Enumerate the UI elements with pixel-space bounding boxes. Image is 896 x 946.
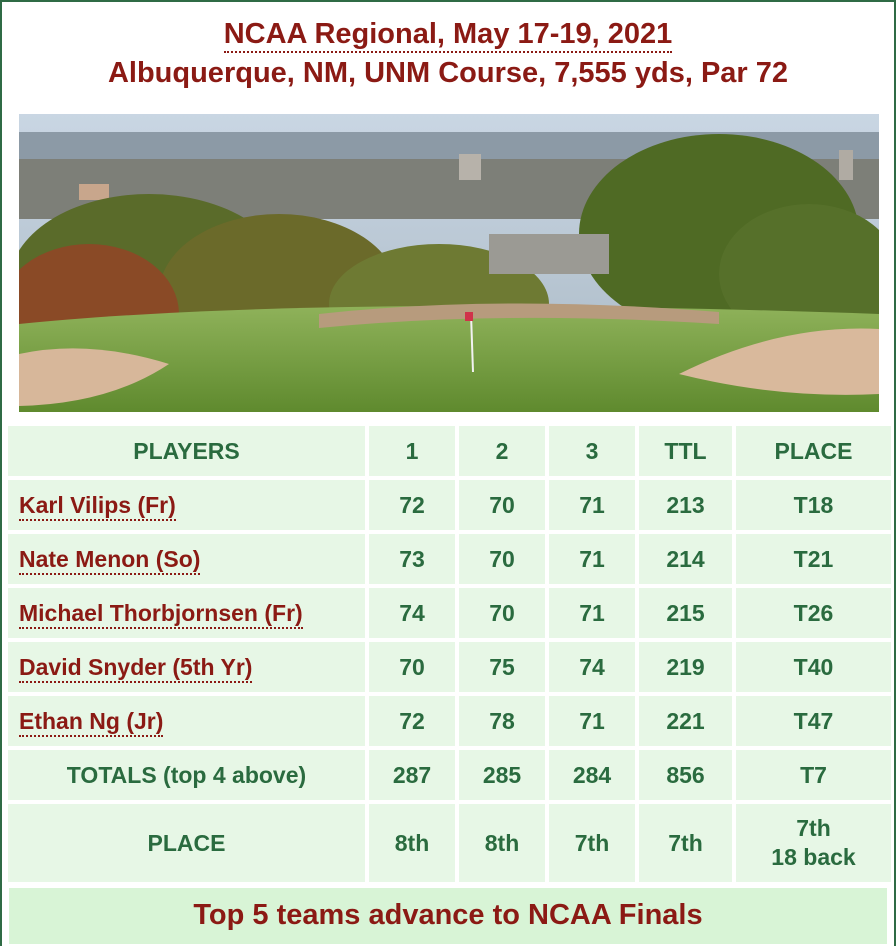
round-2-score: 78 (459, 696, 545, 746)
totals-total: 856 (639, 750, 732, 800)
table-header-row (8, 426, 891, 476)
advance-note: Top 5 teams advance to NCAA Finals (9, 888, 887, 944)
round-1-score: 74 (369, 588, 455, 638)
total-score: 221 (639, 696, 732, 746)
total-score: 219 (639, 642, 732, 692)
team-place-row (8, 804, 891, 882)
round-1-score: 72 (369, 696, 455, 746)
player-name-cell (8, 696, 365, 746)
totals-round-1: 287 (369, 750, 455, 800)
player-name-cell (8, 534, 365, 584)
team-place-total: 7th (639, 804, 732, 882)
total-score: 213 (639, 480, 732, 530)
player-link[interactable]: Nate Menon (So) (19, 546, 200, 575)
round-3-score: 74 (549, 642, 635, 692)
player-link[interactable]: Michael Thorbjornsen (Fr) (19, 600, 303, 629)
table-row (8, 534, 891, 584)
player-name-cell (8, 480, 365, 530)
page-title[interactable] (0, 16, 896, 52)
player-place: T26 (736, 588, 891, 638)
scores-table (4, 422, 895, 886)
page-subtitle: Albuquerque, NM, UNM Course, 7,555 yds, Par 72 (107, 57, 789, 89)
total-score: 214 (639, 534, 732, 584)
round-1-score: 70 (369, 642, 455, 692)
player-link[interactable]: David Snyder (5th Yr) (19, 654, 252, 683)
team-place-round-2: 8th (459, 804, 545, 882)
team-place-strokes-back: 18 back (771, 844, 856, 870)
round-2-score: 75 (459, 642, 545, 692)
team-place-final-rank: 7th (796, 815, 831, 841)
player-place: T18 (736, 480, 891, 530)
round-3-score: 71 (549, 480, 635, 530)
team-place-round-1: 8th (369, 804, 455, 882)
total-score: 215 (639, 588, 732, 638)
table-row (8, 480, 891, 530)
team-place-label: PLACE (8, 804, 365, 882)
player-name-cell (8, 642, 365, 692)
totals-row (8, 750, 891, 800)
course-photo (19, 114, 879, 412)
team-place-final (736, 804, 891, 882)
round-2-score: 70 (459, 480, 545, 530)
totals-label: TOTALS (top 4 above) (8, 750, 365, 800)
round-2-score: 70 (459, 534, 545, 584)
round-2-score: 70 (459, 588, 545, 638)
table-row (8, 696, 891, 746)
round-3-score: 71 (549, 696, 635, 746)
title-link[interactable]: NCAA Regional, May 17-19, 2021 (224, 18, 673, 53)
round-3-score: 71 (549, 534, 635, 584)
player-place: T40 (736, 642, 891, 692)
table-row (8, 588, 891, 638)
header-round-1: 1 (369, 426, 455, 476)
player-name-cell (8, 588, 365, 638)
player-link[interactable]: Ethan Ng (Jr) (19, 708, 163, 737)
round-3-score: 71 (549, 588, 635, 638)
player-place: T21 (736, 534, 891, 584)
round-1-score: 72 (369, 480, 455, 530)
header-place: PLACE (736, 426, 891, 476)
team-place-round-3: 7th (549, 804, 635, 882)
player-link[interactable]: Karl Vilips (Fr) (19, 492, 176, 521)
table-row (8, 642, 891, 692)
header-players: PLAYERS (8, 426, 365, 476)
totals-place: T7 (736, 750, 891, 800)
totals-round-2: 285 (459, 750, 545, 800)
player-place: T47 (736, 696, 891, 746)
header-round-3: 3 (549, 426, 635, 476)
round-1-score: 73 (369, 534, 455, 584)
header-total: TTL (639, 426, 732, 476)
header-round-2: 2 (459, 426, 545, 476)
totals-round-3: 284 (549, 750, 635, 800)
course-photo-image (19, 114, 879, 412)
